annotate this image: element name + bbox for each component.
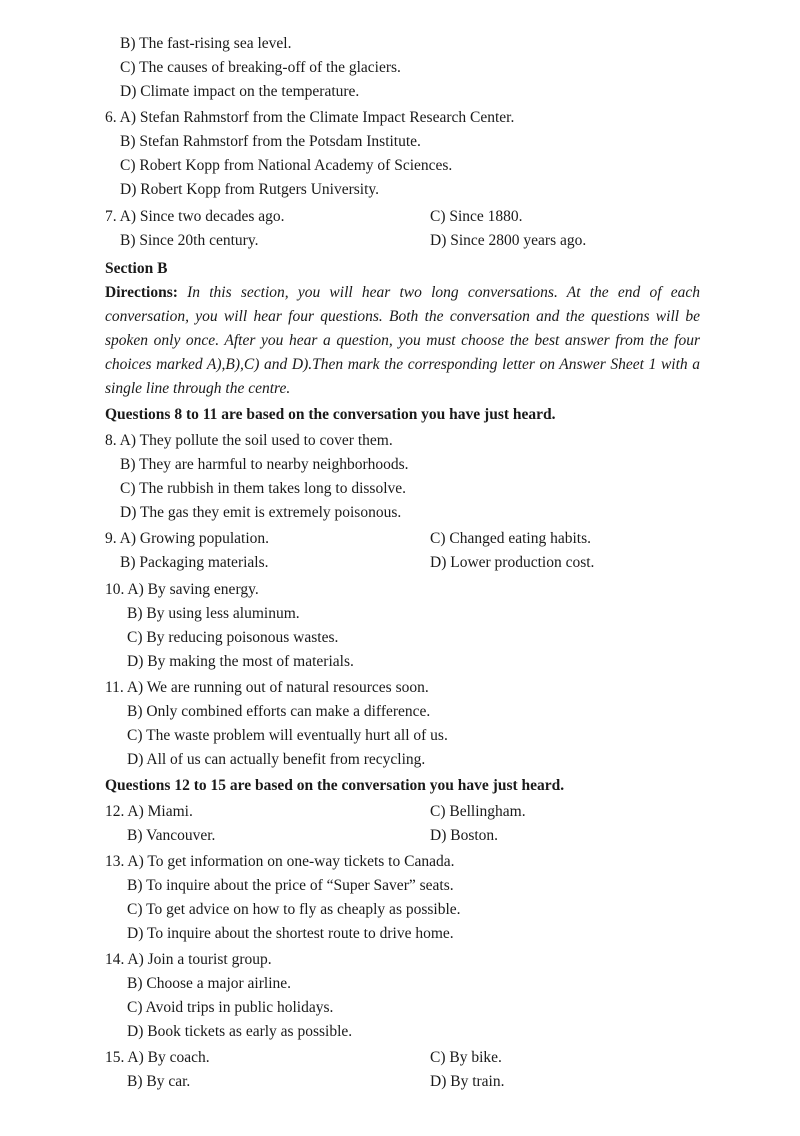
q8-option-c: C) The rubbish in them takes long to dissolve. [120,480,407,497]
q7-option-a: 7. A) Since two decades ago. [105,208,285,225]
q9-option-c: C) Changed eating habits. [430,530,591,547]
section-title: Section B [105,260,168,277]
group-heading-2: Questions 12 to 15 are based on the conversation you have just heard. [105,777,565,794]
q8-option-d: D) The gas they emit is extremely poisonous. [120,504,402,521]
q12-option-c: C) Bellingham. [430,803,526,820]
q15-option-b: B) By car. [127,1073,191,1090]
q12-option-d: D) Boston. [430,827,499,844]
q15-option-d: D) By train. [430,1073,505,1090]
q13-option-d: D) To inquire about the shortest route to drive home. [127,925,454,942]
q7-option-b: B) Since 20th century. [120,232,259,249]
q13-option-b: B) To inquire about the price of “Super Saver” seats. [127,877,454,894]
q9-option-b: B) Packaging materials. [120,554,269,571]
q7-option-d: D) Since 2800 years ago. [430,232,587,249]
q11-option-b: B) Only combined efforts can make a difference. [127,703,431,720]
q6-option-c: C) Robert Kopp from National Academy of Sciences. [120,157,453,174]
q11-option-c: C) The waste problem will eventually hurt all of us. [127,727,448,744]
q9-option-a: 9. A) Growing population. [105,530,270,547]
q8-option-b: B) They are harmful to nearby neighborhoods. [120,456,409,473]
q9-option-d: D) Lower production cost. [430,554,595,571]
q6-option-b: B) Stefan Rahmstorf from the Potsdam Institute. [120,133,421,150]
q8-option-a: 8. A) They pollute the soil used to cover them. [105,432,393,449]
q10-option-b: B) By using less aluminum. [127,605,300,622]
q5-option-c: C) The causes of breaking-off of the glaciers. [120,59,401,76]
directions-label: Directions: [105,284,178,301]
directions-text: In this section, you will hear two long conversations. At the end of each conversation, you will hear four questions. Both the conversation and the questions will be spoken only once. After you hear a question, you must choose the best answer from the four choices marked A),B),C) and D).Then mark the corresponding letter on Answer Sheet 1 with a single line through the centre. [105,284,701,397]
q10-option-c: C) By reducing poisonous wastes. [127,629,339,646]
q5-option-d: D) Climate impact on the temperature. [120,83,360,100]
directions [105,281,700,401]
q15-option-a: 15. A) By coach. [105,1049,210,1066]
q12-option-b: B) Vancouver. [127,827,216,844]
q14-option-c: C) Avoid trips in public holidays. [127,999,334,1016]
q15-option-c: C) By bike. [430,1049,502,1066]
q11-option-a: 11. A) We are running out of natural resources soon. [105,679,429,696]
q14-option-a: 14. A) Join a tourist group. [105,951,272,968]
q7-option-c: C) Since 1880. [430,208,523,225]
q6-option-a: 6. A) Stefan Rahmstorf from the Climate Impact Research Center. [105,109,515,126]
q12-option-a: 12. A) Miami. [105,803,193,820]
q11-option-d: D) All of us can actually benefit from recycling. [127,751,426,768]
q14-option-b: B) Choose a major airline. [127,975,291,992]
q14-option-d: D) Book tickets as early as possible. [127,1023,353,1040]
q13-option-c: C) To get advice on how to fly as cheaply as possible. [127,901,461,918]
q6-option-d: D) Robert Kopp from Rutgers University. [120,181,380,198]
q10-option-a: 10. A) By saving energy. [105,581,259,598]
q13-option-a: 13. A) To get information on one-way tickets to Canada. [105,853,455,870]
q10-option-d: D) By making the most of materials. [127,653,354,670]
group-heading-1: Questions 8 to 11 are based on the conversation you have just heard. [105,406,556,423]
q5-option-b: B) The fast-rising sea level. [120,35,292,52]
